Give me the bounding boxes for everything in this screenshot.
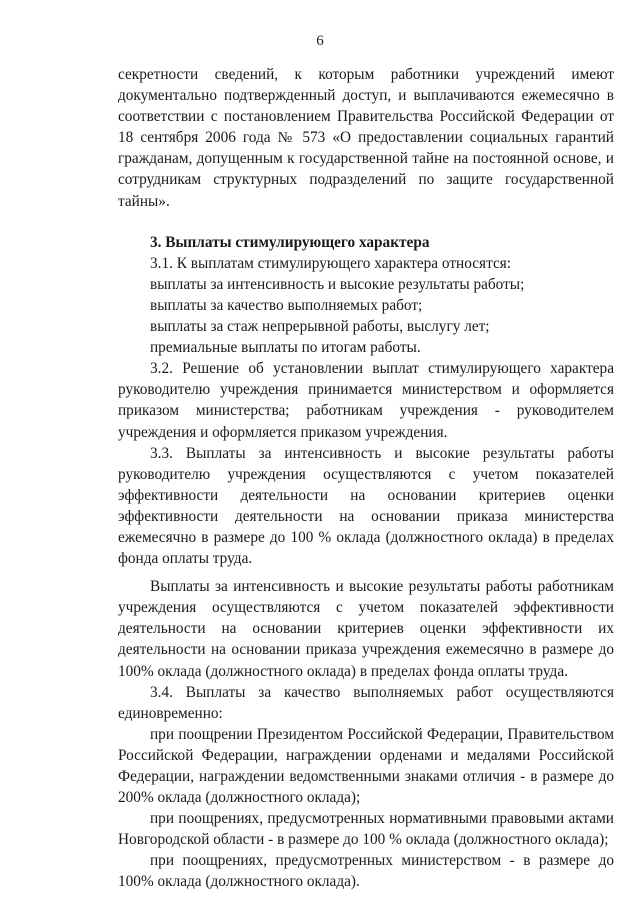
page-number: 6 xyxy=(316,33,324,49)
paragraph-3-3: 3.3. Выплаты за интенсивность и высокие результаты работы руководителю учреждения осуществляются с учетом показателей эффективности деятельности на основании критериев оценки эффективности деятельности на основании приказа министерства ежемесячно в размере до 100 % оклада (должностного оклада) в пределах фонда оплаты труда. xyxy=(118,444,614,568)
document-body xyxy=(118,64,614,893)
list-item: выплаты за стаж непрерывной работы, выслугу лет; xyxy=(150,318,490,336)
paragraph-3-3-employees: Выплаты за интенсивность и высокие результаты работы работникам учреждения осуществляются с учетом показателей эффективности деятельности на основании критериев оценки эффективности их деятельности на основании приказа учреждения ежемесячно в размере до 100% оклада (должностного оклада) в пределах фонда оплаты труда. xyxy=(118,578,614,680)
paragraph-3-4-federal: при поощрении Президентом Российской Федерации, Правительством Российской Федерации, награждении орденами и медалями Российской Федерации, награждении ведомственными знаками отличия - в размере до 200% оклада (должностного оклада); xyxy=(118,725,614,807)
section-heading: 3. Выплаты стимулирующего характера xyxy=(150,233,430,251)
list-item: премиальные выплаты по итогам работы. xyxy=(150,339,421,357)
paragraph-3-4: 3.4. Выплаты за качество выполняемых работ осуществляются единовременно: xyxy=(118,683,614,722)
paragraph-continuation: секретности сведений, к которым работники учреждений имеют документально подтвержденный доступ, и выплачиваются ежемесячно в соответствии с постановлением Правительства Российской Федерации от 18 сентября 2006 года № 573 «О предоставлении социальных гарантий гражданам, допущенным к государственной тайне на постоянной основе, и сотрудникам структурных подразделений по защите государственной тайны». xyxy=(118,66,614,210)
list-item: выплаты за качество выполняемых работ; xyxy=(150,296,423,314)
paragraph-3-1: 3.1. К выплатам стимулирующего характера относятся: xyxy=(150,254,512,272)
paragraph-3-4-ministry: при поощрениях, предусмотренных министерством - в размере до 100% оклада (должностного оклада). xyxy=(118,852,614,891)
paragraph-3-4-regional: при поощрениях, предусмотренных нормативными правовыми актами Новгородской области - в размере до 100 % оклада (должностного оклада); xyxy=(118,810,614,849)
list-item: выплаты за интенсивность и высокие результаты работы; xyxy=(150,275,525,293)
paragraph-3-2: 3.2. Решение об установлении выплат стимулирующего характера руководителю учреждения принимается министерством и оформляется приказом министерства; работникам учреждения - руководителем учреждения и оформляется приказом учреждения. xyxy=(118,360,614,441)
